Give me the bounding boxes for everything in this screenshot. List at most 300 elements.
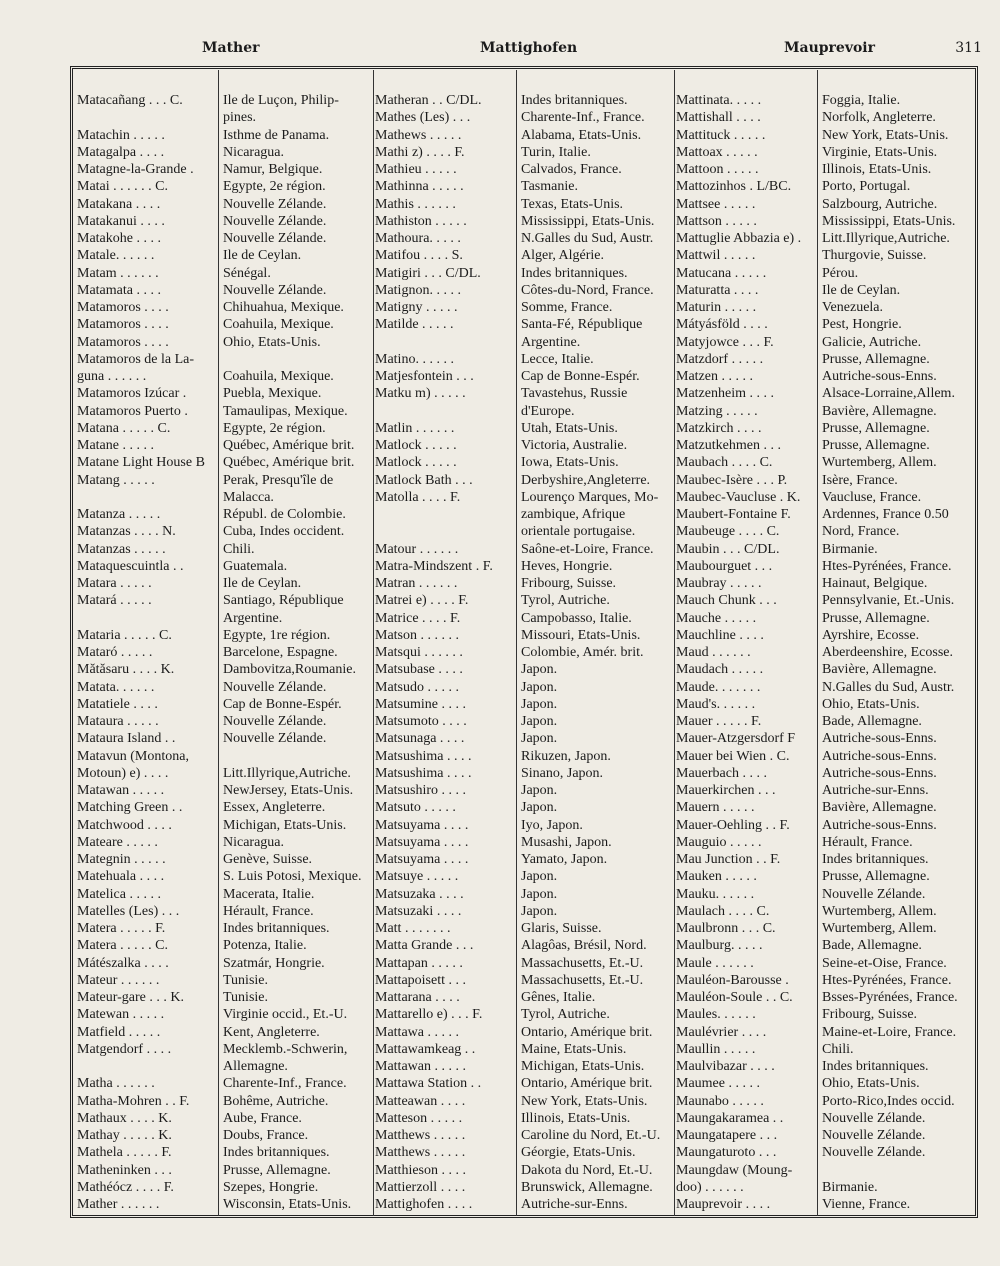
- place-location: Porto, Portugal.: [822, 179, 911, 195]
- place-location: orientale portugaise.: [521, 524, 636, 540]
- place-location: Foggia, Italie.: [822, 93, 901, 108]
- place-location: Ardennes, France 0.50: [822, 507, 949, 522]
- entry-row: [77, 661, 377, 678]
- entry-row: [676, 1093, 976, 1110]
- place-location: Wisconsin, Etats-Unis.: [223, 1197, 352, 1212]
- place-name: guna . . . . . .: [77, 369, 147, 384]
- entry-row: [676, 334, 976, 351]
- place-name: Maubray . . . . .: [676, 576, 762, 591]
- place-name: Matigny . . . . .: [375, 300, 458, 315]
- place-location: Virginie, Etats-Unis.: [822, 144, 938, 160]
- place-location: Illinois, Etats-Unis.: [521, 1110, 631, 1126]
- entry-row: [375, 782, 675, 799]
- place-location: Venezuela.: [822, 300, 884, 315]
- place-name: Maubert-Fontaine F.: [676, 507, 791, 522]
- place-name: Mattawa Station . .: [375, 1076, 482, 1092]
- place-location: Puebla, Mexique.: [223, 386, 322, 402]
- entry-row: [375, 109, 675, 126]
- place-location: Autriche-sous-Enns.: [822, 817, 937, 833]
- entry-row: [375, 834, 675, 851]
- place-name: [375, 506, 515, 523]
- place-name: Mattoax . . . . .: [676, 144, 758, 160]
- entry-row: [676, 765, 976, 782]
- entry-row: [375, 265, 675, 282]
- place-name: Maubach . . . . C.: [676, 455, 773, 471]
- entry-row: [77, 1127, 377, 1144]
- place-location: Autriche-sous-Enns.: [822, 765, 937, 781]
- entry-row: [676, 351, 976, 368]
- place-location: Maine, Etats-Unis.: [521, 1041, 627, 1057]
- entry-row: [676, 247, 976, 264]
- place-name: [375, 403, 515, 420]
- entry-row: [77, 937, 377, 954]
- place-name: Matakohe . . . .: [77, 231, 161, 246]
- place-name: Matsuyama . . . .: [375, 834, 469, 850]
- place-name: Matsushima . . . .: [375, 748, 472, 764]
- place-location: Aube, France.: [223, 1110, 302, 1126]
- place-location: Michigan, Etats-Unis.: [223, 817, 347, 833]
- place-name: Mattarana . . . .: [375, 990, 460, 1005]
- place-name: Matelica . . . . .: [77, 886, 161, 902]
- place-name: Matlock . . . . .: [375, 455, 457, 471]
- entry-row: [77, 730, 377, 747]
- place-name: Matamoros de la La-: [77, 351, 195, 367]
- place-name: Mattinata. . . . .: [676, 93, 762, 108]
- entry-row: [77, 610, 377, 627]
- entry-row: [375, 644, 675, 661]
- entry-row: [676, 817, 976, 834]
- entry-row: [77, 472, 377, 489]
- place-name: Matamoros Izúcar .: [77, 386, 187, 402]
- place-location: Szepes, Hongrie.: [223, 1179, 319, 1195]
- place-location: Alabama, Etats-Unis.: [521, 127, 642, 143]
- place-location: Musashi, Japon.: [521, 834, 612, 850]
- place-name: Mathieu . . . . .: [375, 162, 457, 177]
- place-location: Htes-Pyrénées, France.: [822, 972, 952, 988]
- entry-row: [676, 799, 976, 816]
- entry-row: [375, 920, 675, 937]
- place-name: Matamata . . . .: [77, 282, 161, 298]
- place-location: Autriche-sous-Enns.: [822, 748, 937, 764]
- place-location: Républ. de Colombie.: [223, 507, 346, 522]
- place-name: Mattuglie Abbazia e) .: [676, 231, 802, 246]
- entry-row: [77, 506, 377, 523]
- entry-row: [375, 696, 675, 713]
- place-name: Mauch Chunk . . .: [676, 593, 777, 609]
- place-location: Ile de Luçon, Philip-: [223, 93, 339, 108]
- place-location: Québec, Amérique brit.: [223, 438, 355, 453]
- entry-row: [77, 161, 377, 178]
- entry-row: [676, 109, 976, 126]
- place-location: d'Europe.: [521, 403, 575, 419]
- place-location: Géorgie, Etats-Unis.: [521, 1145, 636, 1161]
- entry-row: [676, 437, 976, 454]
- header-right-word: Mauprevoir: [784, 40, 875, 56]
- place-name: Maungatapere . . .: [676, 1128, 778, 1143]
- place-location: Turin, Italie.: [521, 144, 591, 160]
- place-location: Wurtemberg, Allem.: [822, 903, 937, 919]
- place-name: Mather . . . . . .: [77, 1197, 160, 1212]
- entry-row: [77, 282, 377, 299]
- place-location: Nicaragua.: [223, 144, 285, 160]
- place-name: Matching Green . .: [77, 800, 183, 816]
- place-location: Mississippi, Etats-Unis.: [521, 213, 655, 229]
- place-name: Matera . . . . . C.: [77, 938, 168, 954]
- place-name: Matifou . . . . S.: [375, 248, 463, 264]
- place-location: [217, 748, 377, 765]
- place-location: Tyrol, Autriche.: [521, 593, 610, 609]
- entry-row: [375, 541, 675, 558]
- place-location: Ile de Ceylan.: [822, 282, 901, 298]
- entry-row: [676, 989, 976, 1006]
- entry-row: [77, 1196, 377, 1213]
- place-location: Kent, Angleterre.: [223, 1024, 320, 1040]
- place-location: Saône-et-Loire, France.: [521, 541, 654, 557]
- place-name: Mau Junction . . F.: [676, 852, 781, 867]
- place-location: Nouvelle Zélande.: [223, 282, 327, 298]
- place-location: Tyrol, Autriche.: [521, 1007, 610, 1023]
- place-location: Tavastehus, Russie: [521, 386, 628, 402]
- place-name: Mattishall . . . .: [676, 110, 761, 126]
- entry-row: [676, 472, 976, 489]
- place-name: Matha . . . . . .: [77, 1076, 155, 1092]
- entry-row: [375, 282, 675, 299]
- place-location: Hérault, France.: [822, 834, 913, 850]
- place-location: Mississippi, Etats-Unis.: [822, 213, 956, 229]
- place-name: Mathinna . . . . .: [375, 179, 464, 195]
- entry-row: [77, 558, 377, 575]
- gazetteer-column-2: [375, 92, 675, 1213]
- place-name: Maubourguet . . .: [676, 558, 773, 574]
- entry-row: [676, 661, 976, 678]
- entry-row: [375, 454, 675, 471]
- place-name: Matlock Bath . . .: [375, 472, 473, 488]
- place-name: Maungakaramea . .: [676, 1110, 784, 1126]
- place-name: Maubec-Isère . . . P.: [676, 472, 788, 488]
- entry-row: [375, 230, 675, 247]
- place-name: Maturin . . . . .: [676, 300, 757, 315]
- place-location: Japon.: [521, 800, 558, 816]
- place-location: Egypte, 2e région.: [223, 179, 326, 195]
- place-name: Matrice . . . . F.: [375, 610, 461, 626]
- place-name: Matteson . . . . .: [375, 1110, 463, 1126]
- place-name: Matanza . . . . .: [77, 507, 161, 522]
- entry-row: [77, 454, 377, 471]
- entry-row: [77, 851, 377, 868]
- place-location: Litt.Illyrique,Autriche.: [223, 765, 351, 781]
- entry-row: [77, 1006, 377, 1023]
- place-name: Matatiele . . . .: [77, 696, 158, 712]
- place-location: Tamaulipas, Mexique.: [223, 403, 348, 419]
- entry-row: [676, 506, 976, 523]
- entry-row: [375, 886, 675, 903]
- place-name: Matai . . . . . . C.: [77, 179, 168, 195]
- place-name: Mattawan . . . . .: [375, 1059, 466, 1074]
- entry-row: [77, 334, 377, 351]
- place-name: Matsubase . . . .: [375, 662, 463, 678]
- place-location: Argentine.: [223, 610, 283, 626]
- entry-row: [676, 420, 976, 437]
- entry-row: [676, 489, 976, 506]
- entry-row: [676, 127, 976, 144]
- place-name: Matewan . . . . .: [77, 1007, 165, 1023]
- entry-row: [77, 696, 377, 713]
- place-location: Indes britanniques.: [521, 93, 628, 108]
- header-left-word: Mather: [202, 40, 260, 56]
- entry-row: [375, 489, 675, 506]
- place-location: Bsses-Pyrénées, France.: [822, 990, 958, 1005]
- entry-row: [676, 196, 976, 213]
- place-name: Mauléon-Soule . . C.: [676, 990, 793, 1005]
- entry-row: [77, 1075, 377, 1092]
- place-name: Matsuzaka . . . .: [375, 886, 464, 902]
- entry-row: [375, 868, 675, 885]
- place-location: Indes britanniques.: [223, 921, 330, 936]
- entry-row: [77, 420, 377, 437]
- place-name: Maturatta . . . .: [676, 282, 759, 298]
- entry-row: [676, 627, 976, 644]
- entry-row: [375, 403, 675, 420]
- entry-row: [375, 161, 675, 178]
- place-location: Doubs, France.: [223, 1128, 309, 1143]
- entry-row: [375, 1058, 675, 1075]
- entry-row: [375, 1024, 675, 1041]
- place-name: Matera . . . . . F.: [77, 921, 166, 936]
- place-name: Maulbronn . . . C.: [676, 921, 776, 936]
- place-name: Matlock . . . . .: [375, 438, 457, 453]
- place-name: Mattierzoll . . . .: [375, 1179, 466, 1195]
- place-location: Nouvelle Zélande.: [822, 1145, 926, 1161]
- place-location: Genève, Suisse.: [223, 852, 313, 867]
- place-location: Michigan, Etats-Unis.: [521, 1059, 645, 1074]
- place-name: Matagalpa . . . .: [77, 144, 165, 160]
- place-location: Japon.: [521, 903, 558, 919]
- place-name: Maulburg. . . . .: [676, 938, 763, 954]
- place-location: Autriche-sous-Enns.: [822, 731, 937, 747]
- place-name: Matakana . . . .: [77, 196, 161, 212]
- place-name: Mauprevoir . . . .: [676, 1197, 771, 1212]
- place-location: Utah, Etats-Unis.: [521, 420, 618, 436]
- place-name: Mattoon . . . . .: [676, 162, 759, 177]
- place-name: Matakanui . . . .: [77, 213, 165, 229]
- place-name: Matamoros . . . .: [77, 317, 169, 333]
- place-location: Argentine.: [521, 334, 581, 350]
- place-name: Matsushima . . . .: [375, 765, 472, 781]
- entry-row: [676, 92, 976, 109]
- entry-row: [375, 730, 675, 747]
- place-name: Mataquescuintla . .: [77, 558, 184, 574]
- place-location: Allemagne.: [223, 1059, 288, 1074]
- place-location: Wurtemberg, Allem.: [822, 455, 937, 471]
- place-location: Brunswick, Allemagne.: [521, 1179, 653, 1195]
- place-location: Wurtemberg, Allem.: [822, 921, 937, 936]
- entry-row: [676, 144, 976, 161]
- place-location: Ile de Ceylan.: [223, 248, 302, 264]
- entry-row: [676, 1144, 976, 1161]
- place-location: Autriche-sur-Enns.: [822, 783, 929, 798]
- place-location: Nouvelle Zélande.: [223, 231, 327, 246]
- entry-row: [676, 782, 976, 799]
- place-name: Matyjowce . . . F.: [676, 334, 774, 350]
- entry-row: [77, 1110, 377, 1127]
- place-location: Virginie occid., Et.-U.: [223, 1007, 348, 1023]
- place-location: Thurgovie, Suisse.: [822, 248, 927, 264]
- place-name: Matagne-la-Grande .: [77, 162, 194, 177]
- place-location: Heves, Hongrie.: [521, 558, 613, 574]
- place-location: Macerata, Italie.: [223, 886, 315, 902]
- place-name: Mateare . . . . .: [77, 834, 158, 850]
- entry-row: [375, 627, 675, 644]
- place-name: Matsushiro . . . .: [375, 783, 466, 798]
- place-location: Nouvelle Zélande.: [223, 714, 327, 729]
- place-name: Maulévrier . . . .: [676, 1024, 767, 1040]
- place-name: Matsumoto . . . .: [375, 714, 467, 729]
- place-name: Mauguio . . . . .: [676, 834, 762, 850]
- entry-row: [77, 178, 377, 195]
- place-name: [375, 334, 515, 351]
- place-name: [77, 109, 217, 126]
- place-location: Bavière, Allemagne.: [822, 403, 937, 419]
- place-name: Matlin . . . . . .: [375, 420, 455, 436]
- entry-row: [676, 972, 976, 989]
- place-location: Alsace-Lorraine,Allem.: [822, 386, 955, 402]
- place-location: Coahuila, Mexique.: [223, 369, 334, 384]
- place-location: N.Galles du Sud, Austr.: [822, 679, 955, 695]
- place-location: Szatmár, Hongrie.: [223, 955, 325, 971]
- place-name: Matanzas . . . . N.: [77, 524, 176, 540]
- place-location: Chili.: [822, 1041, 854, 1057]
- entry-row: [375, 506, 675, 523]
- place-location: NewJersey, Etats-Unis.: [223, 783, 354, 798]
- entry-row: [375, 92, 675, 109]
- place-name: Maunabo . . . . .: [676, 1093, 764, 1109]
- place-name: Matzenheim . . . .: [676, 386, 774, 402]
- entry-row: [676, 1024, 976, 1041]
- place-location: Birmanie.: [822, 1179, 878, 1195]
- place-name: Matane . . . . .: [77, 438, 154, 453]
- entry-row: [676, 1075, 976, 1092]
- place-location: Japon.: [521, 679, 558, 695]
- place-name: Mathi z) . . . . F.: [375, 144, 465, 160]
- place-name: Mattsee . . . . .: [676, 196, 756, 212]
- place-name: Mateur . . . . . .: [77, 972, 160, 988]
- place-location: Sénégal.: [223, 265, 271, 281]
- place-location: Nouvelle Zélande.: [822, 886, 926, 902]
- entry-row: [77, 627, 377, 644]
- place-name: Matour . . . . . .: [375, 541, 459, 557]
- entry-row: [77, 886, 377, 903]
- place-name: doo) . . . . . .: [676, 1179, 744, 1195]
- place-location: Ohio, Etats-Unis.: [223, 334, 321, 350]
- place-location: Tunisie.: [223, 990, 269, 1005]
- place-location: Japon.: [521, 731, 558, 747]
- place-location: Nouvelle Zélande.: [223, 679, 327, 695]
- entry-row: [676, 1127, 976, 1144]
- place-location: Mecklemb.-Schwerin,: [223, 1041, 348, 1057]
- place-location: Coahuila, Mexique.: [223, 317, 334, 333]
- place-name: Matsuyama . . . .: [375, 852, 469, 867]
- entry-row: [375, 420, 675, 437]
- place-name: Matzing . . . . .: [676, 403, 758, 419]
- place-name: Matignon. . . . .: [375, 282, 461, 298]
- entry-row: [375, 937, 675, 954]
- place-name: Mataura Island . .: [77, 731, 176, 747]
- place-name: Matfield . . . . .: [77, 1024, 161, 1040]
- place-name: Mauerkirchen . . .: [676, 783, 776, 798]
- entry-row: [676, 903, 976, 920]
- place-name: Matzdorf . . . . .: [676, 351, 764, 367]
- place-location: Prusse, Allemagne.: [822, 869, 930, 885]
- place-name: Matawan . . . . .: [77, 783, 165, 798]
- place-name: Mauern . . . . .: [676, 800, 755, 816]
- entry-row: [375, 178, 675, 195]
- place-name: Maud's. . . . . .: [676, 696, 756, 712]
- entry-row: [77, 127, 377, 144]
- place-location: Prusse, Allemagne.: [223, 1162, 331, 1178]
- entry-row: [676, 868, 976, 885]
- entry-row: [375, 799, 675, 816]
- place-location: Iyo, Japon.: [521, 817, 583, 833]
- place-location: Bohême, Autriche.: [223, 1093, 329, 1109]
- page-number: 311: [955, 40, 982, 56]
- place-location: Caroline du Nord, Et.-U.: [521, 1128, 661, 1143]
- place-name: Matino. . . . . .: [375, 351, 454, 367]
- place-name: Mataria . . . . . C.: [77, 627, 172, 643]
- place-location: Indes britanniques.: [223, 1145, 330, 1161]
- entry-row: [375, 592, 675, 609]
- entry-row: [77, 903, 377, 920]
- entry-row: [676, 1006, 976, 1023]
- entry-row: [375, 1006, 675, 1023]
- place-location: Litt.Illyrique,Autriche.: [822, 231, 950, 246]
- entry-row: [676, 610, 976, 627]
- place-name: Maulvibazar . . . .: [676, 1059, 775, 1074]
- place-location: Alagôas, Brésil, Nord.: [521, 938, 647, 954]
- place-location: Perak, Presqu'île de: [223, 472, 334, 488]
- entry-row: [77, 437, 377, 454]
- place-name: Matthews . . . . .: [375, 1145, 466, 1161]
- place-name: Matsuyama . . . .: [375, 817, 469, 833]
- entry-row: [77, 1024, 377, 1041]
- place-name: Mattozinhos . L/BC.: [676, 179, 792, 195]
- place-name: Matthieson . . . .: [375, 1162, 466, 1178]
- entry-row: [676, 748, 976, 765]
- entry-row: [375, 713, 675, 730]
- place-location: Santiago, République: [223, 593, 344, 609]
- entry-row: [375, 196, 675, 213]
- place-location: Japon.: [521, 869, 558, 885]
- place-name: Mauléon-Barousse .: [676, 972, 789, 988]
- place-location: Nouvelle Zélande.: [822, 1128, 926, 1143]
- place-location: Nord, France.: [822, 524, 900, 540]
- place-name: Mattawamkeag . .: [375, 1041, 476, 1057]
- entry-row: [375, 247, 675, 264]
- entry-row: [375, 972, 675, 989]
- entry-row: [375, 351, 675, 368]
- entry-row: [77, 679, 377, 696]
- place-name: Mathiston . . . . .: [375, 213, 467, 229]
- entry-row: [676, 679, 976, 696]
- place-location: New York, Etats-Unis.: [521, 1093, 648, 1109]
- place-name: Matang . . . . .: [77, 472, 155, 488]
- place-location: Tunisie.: [223, 972, 269, 988]
- place-name: Mattapan . . . . .: [375, 955, 463, 971]
- entry-row: [676, 713, 976, 730]
- place-location: Charente-Inf., France.: [223, 1076, 347, 1092]
- entry-row: [77, 782, 377, 799]
- gazetteer-column-1: [77, 92, 377, 1213]
- entry-row: [676, 696, 976, 713]
